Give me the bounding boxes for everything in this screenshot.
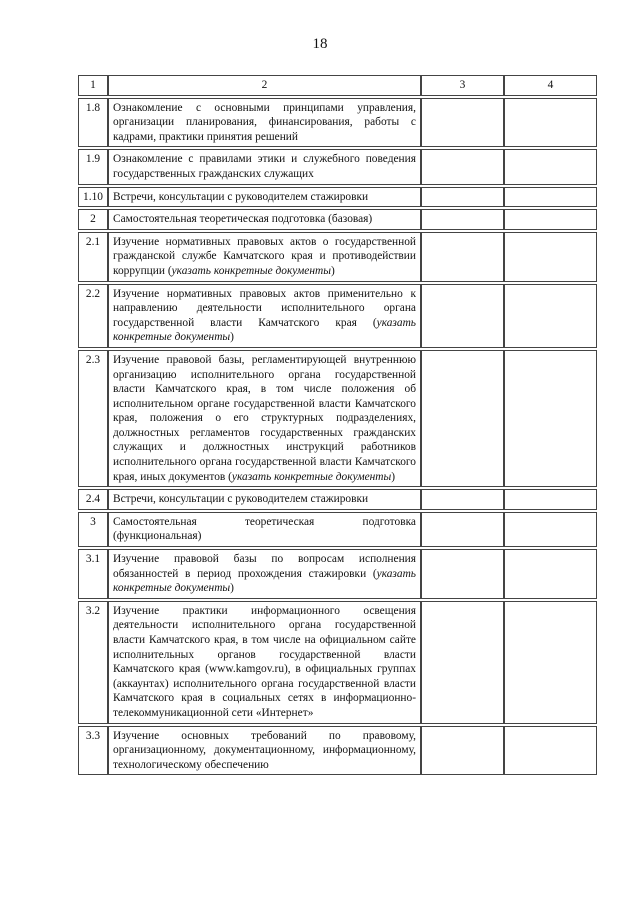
table-row: [78, 350, 597, 487]
item-note: указать конкретные документы: [171, 264, 331, 277]
table-header-row: [78, 75, 597, 96]
item-note: указать конкретные документы: [231, 470, 392, 483]
item-col-4-cell: [504, 284, 597, 348]
item-col-3-cell: [421, 512, 504, 547]
item-number: 3.3: [78, 726, 108, 776]
item-note-close: ): [230, 582, 234, 595]
item-description: [108, 187, 421, 208]
item-text: Самостоятельная теоретическая подготовка (функциональная): [113, 515, 416, 543]
item-number: 2.2: [78, 284, 108, 348]
item-text: Изучение правовой базы, регламентирующей внутреннюю организацию исполнительного органа государственной власти Камчатского края, в том числе положения об исполнительном органе государственной власти Камчатского края, положения о его структурных подразделениях, должностных регламентов государственных гражданских служащих и должностных инструкций работников исполнительного органа государственной власти Камчатского края, иных документов (: [113, 353, 416, 483]
item-col-4-cell: [504, 549, 597, 599]
item-number: 3.1: [78, 549, 108, 599]
item-col-4-cell: [504, 601, 597, 724]
table-row: [78, 98, 597, 148]
table-row: [78, 149, 597, 184]
item-text: Изучение правовой базы по вопросам исполнения обязанностей в период прохождения стажировки (: [113, 553, 416, 580]
item-number: 1.10: [78, 187, 108, 208]
table-row: [78, 489, 597, 510]
item-col-3-cell: [421, 209, 504, 230]
item-description: [108, 601, 421, 724]
item-description: [108, 284, 421, 348]
header-col-4: 4: [504, 75, 597, 96]
item-col-3-cell: [421, 350, 504, 487]
item-col-3-cell: [421, 187, 504, 208]
item-col-4-cell: [504, 209, 597, 230]
table-row: [78, 512, 597, 547]
item-text: Изучение нормативных правовых актов о государственной гражданской службе Камчатского края и противодействии коррупции (: [113, 235, 416, 277]
table-row: [78, 187, 597, 208]
item-number: 1.8: [78, 98, 108, 148]
item-text: Изучение практики информационного освещения деятельности исполнительного органа государственной власти Камчатского края, в том числе на официальном сайте исполнительных органов государственной власти Камчатского края (www.kamgov.ru), в официальных группах (аккаунтах) исполнительного органа государственной власти Камчатского края в социальных сетях в информационно-телекоммуникационной сети «Интернет»: [113, 604, 416, 719]
item-text: Самостоятельная теоретическая подготовка (базовая): [113, 213, 373, 226]
header-col-1: 1: [78, 75, 108, 96]
item-col-4-cell: [504, 726, 597, 776]
item-col-4-cell: [504, 350, 597, 487]
item-number: 2: [78, 209, 108, 230]
item-note: указать конкретные документы: [113, 316, 416, 344]
item-text: Встречи, консультации с руководителем стажировки: [113, 493, 369, 506]
item-number: 3: [78, 512, 108, 547]
item-note-close: ): [230, 331, 234, 344]
item-col-3-cell: [421, 726, 504, 776]
item-col-3-cell: [421, 232, 504, 282]
item-description: [108, 512, 421, 547]
item-col-3-cell: [421, 284, 504, 348]
item-note-close: ): [330, 264, 335, 277]
item-col-3-cell: [421, 149, 504, 184]
item-text: Ознакомление с основными принципами управления, организации планирования, финансирования, работы с кадрами, практики принятия решений: [113, 101, 416, 143]
item-number: 2.3: [78, 350, 108, 487]
table-row: [78, 726, 597, 776]
item-note: указать конкретные документы: [113, 567, 416, 595]
page-number: 18: [312, 36, 328, 52]
item-col-3-cell: [421, 601, 504, 724]
item-description: [108, 549, 421, 599]
item-description: [108, 209, 421, 230]
header-col-2: 2: [108, 75, 421, 96]
item-text: Изучение основных требований по правовому, организационному, документационному, информационному, технологическому обеспечению: [113, 729, 416, 771]
item-description: [108, 726, 421, 776]
item-description: [108, 149, 421, 184]
table-row: [78, 232, 597, 282]
item-col-3-cell: [421, 549, 504, 599]
item-text: Изучение нормативных правовых актов применительно к направлению деятельности исполнительного органа государственной власти Камчатского края (: [113, 287, 416, 329]
item-col-4-cell: [504, 187, 597, 208]
item-text: Ознакомление с правилами этики и служебного поведения государственных гражданских служащих: [113, 153, 416, 180]
item-col-3-cell: [421, 489, 504, 510]
item-col-3-cell: [421, 98, 504, 148]
item-col-4-cell: [504, 489, 597, 510]
table-row: [78, 284, 597, 348]
item-number: 2.1: [78, 232, 108, 282]
item-description: [108, 98, 421, 148]
table-row: [78, 209, 597, 230]
item-number: 3.2: [78, 601, 108, 724]
item-col-4-cell: [504, 512, 597, 547]
table-row: [78, 549, 597, 599]
item-description: [108, 350, 421, 487]
item-description: [108, 489, 421, 510]
item-description: [108, 232, 421, 282]
item-text: Встречи, консультации с руководителем стажировки: [113, 190, 369, 203]
item-note-close: ): [391, 470, 396, 483]
item-col-4-cell: [504, 232, 597, 282]
item-number: 1.9: [78, 149, 108, 184]
item-col-4-cell: [504, 149, 597, 184]
item-number: 2.4: [78, 489, 108, 510]
internship-plan-table: [78, 73, 597, 777]
header-col-3: 3: [421, 75, 504, 96]
item-col-4-cell: [504, 98, 597, 148]
table-row: [78, 601, 597, 724]
